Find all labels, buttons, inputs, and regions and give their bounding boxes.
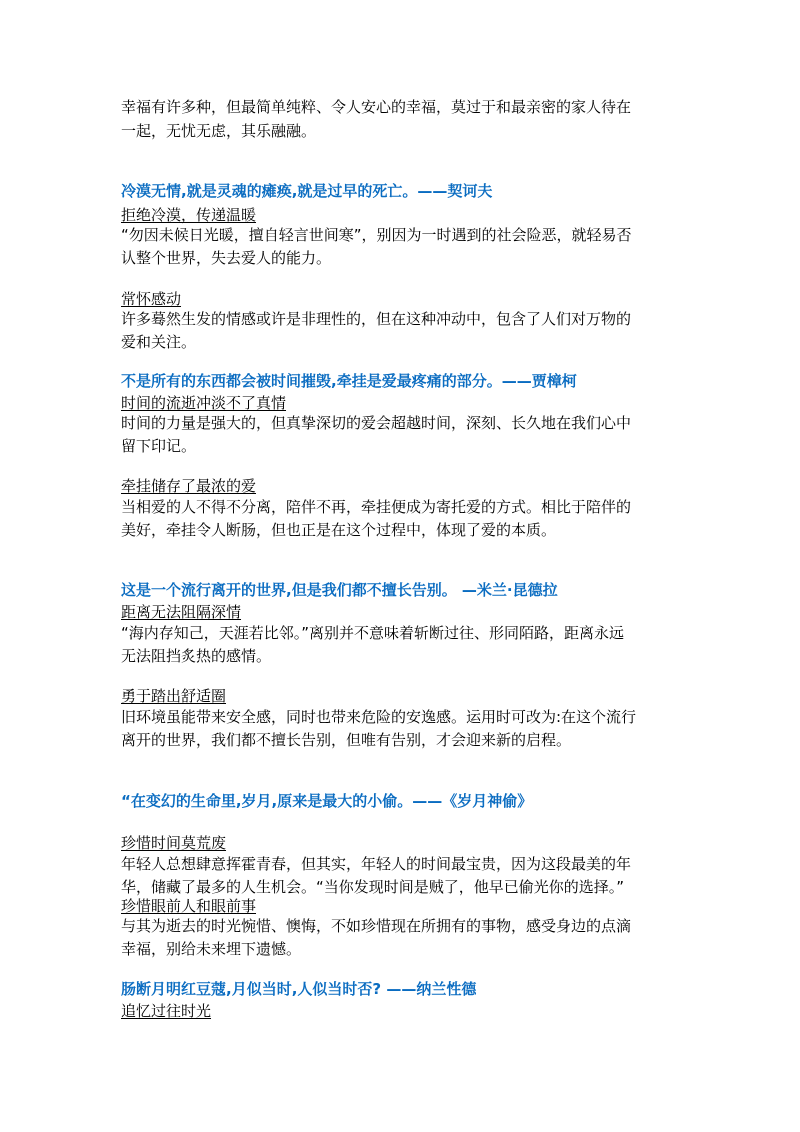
point-text: 幸福，别给未来埋下遗憾。 <box>121 940 302 958</box>
point-title: 珍惜眼前人和眼前事 <box>121 897 257 915</box>
point-text: 无法阻挡炙热的感情。 <box>121 647 272 665</box>
point-text: 当相爱的人不得不分离，陪伴不再，牵挂便成为寄托爱的方式。相比于陪伴的 <box>121 498 632 516</box>
point-title: 追忆过往时光 <box>121 1002 212 1020</box>
point-title: 牵挂储存了最浓的爱 <box>121 477 257 495</box>
point-text: 华，储藏了最多的人生机会。“当你发现时间是贼了，他早已偷光你的选择。” <box>121 878 625 896</box>
point-text: 许多蓦然生发的情感或许是非理性的，但在这种冲动中，包含了人们对万物的 <box>121 310 632 328</box>
intro-line: 幸福有许多种，但最简单纯粹、令人安心的幸福，莫过于和最亲密的家人待在 <box>121 98 632 116</box>
point-text: “勿因未候日光暖，擅自轻言世间寒”，别因为一时遇到的社会险恶，就轻易否 <box>121 226 632 244</box>
point-text: 年轻人总想肆意挥霍青春，但其实，年轻人的时间最宝贵，因为这段最美的年 <box>121 855 632 873</box>
point-title: 拒绝冷漠，传递温暖 <box>121 206 257 224</box>
point-text: 认整个世界，失去爱人的能力。 <box>121 249 332 267</box>
section-quote: 不是所有的东西都会被时间摧毁,牵挂是爱最疼痛的部分。——贾樟柯 <box>121 372 577 390</box>
point-text: “海内存知己，天涯若比邻。”离别并不意味着斩断过往、形同陌路，距离永远 <box>121 624 625 642</box>
section-quote: 这是一个流行离开的世界,但是我们都不擅长告别。 —米兰·昆德拉 <box>121 581 558 599</box>
point-text: 留下印记。 <box>121 437 197 455</box>
intro-line: 一起，无忧无虑，其乐融融。 <box>121 122 317 140</box>
point-text: 美好，牵挂令人断肠，但也正是在这个过程中，体现了爱的本质。 <box>121 521 557 539</box>
point-text: 与其为逝去的时光惋惜、懊悔，不如珍惜现在所拥有的事物，感受身边的点滴 <box>121 917 632 935</box>
point-text: 时间的力量是强大的，但真挚深切的爱会超越时间，深刻、长久地在我们心中 <box>121 414 632 432</box>
section-quote: “在变幻的生命里,岁月,原来是最大的小偷。——《岁月神偷》 <box>121 792 533 810</box>
point-title: 距离无法阻隔深情 <box>121 603 242 621</box>
point-title: 常怀感动 <box>121 290 182 308</box>
point-title: 珍惜时间莫荒废 <box>121 834 227 852</box>
point-text: 爱和关注。 <box>121 333 197 351</box>
point-text: 旧环境虽能带来安全感，同时也带来危险的安逸感。运用时可改为:在这个流行 <box>121 708 637 726</box>
point-title: 时间的流逝冲淡不了真情 <box>121 394 287 412</box>
point-title: 勇于踏出舒适圈 <box>121 687 227 705</box>
section-quote: 肠断月明红豆蔻,月似当时,人似当时否? ——纳兰性德 <box>121 980 477 998</box>
section-quote: 冷漠无情,就是灵魂的瘫痪,就是过早的死亡。——契诃夫 <box>121 182 493 200</box>
point-text: 离开的世界，我们都不擅长告别，但唯有告别，才会迎来新的启程。 <box>121 731 572 749</box>
